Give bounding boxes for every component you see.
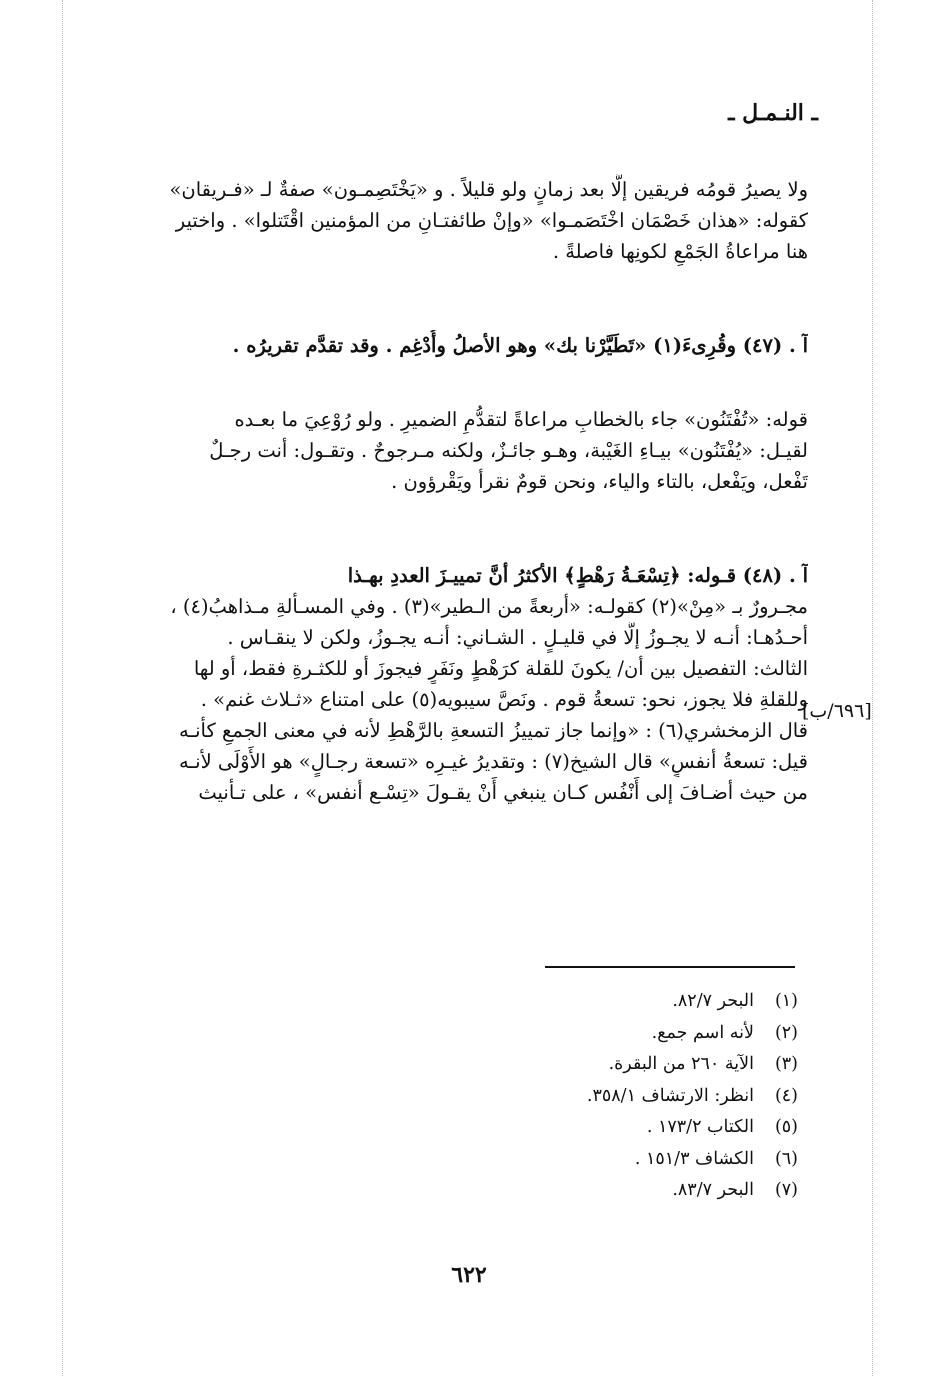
footnote-item [587,1112,798,1144]
footnote-number: (٢) [774,1022,798,1043]
footnote-item [587,1049,798,1081]
footnote-number: (٤) [774,1085,798,1106]
footnote-text: الكشاف ١٥١/٣ . [634,1148,754,1169]
footnotes [587,986,798,1207]
text-line: آ . (٤٧) وقُرِىءَ(١) «تَطَيَّرْنا بك» وهو الأصلُ وأُدْغِم . وقد تقدَّم تقريرُه . [232,334,808,357]
footnote-separator [545,966,795,968]
footnote-item [587,1175,798,1207]
text-line: أحـدُهـا: أنـه لا يجـوزُ إلَّا في قليـلٍ . الشـاني: أنـه يجـوزُ، ولكن لا ينقـاس . [227,626,808,649]
page-number: ٦٢٢ [451,1262,487,1288]
page-header: ـ النـمـل ـ [728,100,818,126]
footnote-number: (٧) [774,1180,798,1200]
paragraph-4 [118,560,808,808]
footnote-number: (٣) [774,1054,798,1074]
manuscript-folio-marker: [٦٩٦/ب] [802,700,872,722]
text-line: من حيث أضـافَ إلى أَنْفُس كـان ينبغي أَنْ يقـولَ «تِسْـع أنفس» ، على تـأنيث [198,781,808,804]
text-line: تَفْعل، ويَفْعل، بالتاء والياء، ونحن قومٌ نقرأ ويَقْرؤون . [391,470,808,493]
text-line: الثالث: التفصيل بين أن/ يكونَ للقلة كرَهْطٍ ونَفَرٍ فيجوزَ أو للكثـرةِ فقط، أو لها [193,657,808,680]
text-line: قيل: تسعةُ أنفسٍ» قال الشيخ(٧) : وتقديرُ غيـرِه «تسعة رجـالٍ» هو الأَوْلَى لأنـه [178,750,808,773]
footnote-text: الآية ٢٦٠ من البقرة. [608,1054,754,1074]
footnote-item [587,1018,798,1050]
text-line: قال الزمخشري(٦) : «وإنما جاز تمييزُ التسعةِ بالرَّهْطِ لأنه في معنى الجمعِ كأنـه [178,719,808,742]
footnote-number: (١) [774,991,798,1011]
paragraph-1 [118,174,808,267]
text-line: لقيـل: «يُفْتَنُون» بيـاءِ الغَيْبة، وهـو جائـزٌ، ولكنه مـرجوحٌ . وتقـول: أنت رجـلٌ [209,439,808,462]
footnote-text: البحر ٨٢/٧. [672,991,754,1011]
text-line: آ . (٤٨) قـوله: ﴿تِسْعَـةُ رَهْطٍ﴾ الأكثرُ أنَّ تمييـزَ العددِ بهـذا [347,564,808,587]
paragraph-2 [118,330,808,361]
footnote-text: لأنه اسم جمع. [651,1022,754,1043]
footnote-item [587,1144,798,1176]
text-line: وللقلةِ فلا يجوز، نحو: تسعةُ قوم . ونَصَّ سيبويه(٥) على امتناع «ثـلاث غنم» . [200,688,808,711]
scan-guide-line [872,0,873,1376]
text-line: كقوله: «هذان خَصْمَان اخْتَصَمـوا» «وإنْ طائفتـانِ من المؤمنين اقْتَتلوا» . واختير [175,209,808,232]
footnote-item [587,986,798,1018]
footnote-text: انظر: الارتشاف ٣٥٨/١. [586,1085,754,1106]
scan-guide-line [62,0,63,1376]
footnote-number: (٥) [774,1117,798,1137]
footnote-number: (٦) [774,1148,798,1169]
paragraph-3 [118,404,808,497]
text-line: مجـرورٌ بـ «مِنْ»(٢) كقولـه: «أربعةً من الـطير»(٣) . وفي المسـألةِ مـذاهبُ(٤) ، [170,595,808,618]
footnote-text: الكتاب ١٧٣/٢ . [646,1117,754,1137]
footnote-text: البحر ٨٣/٧. [672,1180,754,1200]
text-line: ولا يصيرُ قومُه فريقين إلَّا بعد زمانٍ ولو قليلاً . و «يَخْتَصِمـون» صفةٌ لـ «فـريقان» [169,178,808,201]
text-line: قوله: «تُفْتَنُون» جاء بالخطابِ مراعاةً لتقدُّمِ الضميرِ . ولو رُوْعِيَ ما بعـده [234,408,808,431]
footnote-item [587,1081,798,1113]
text-line: هنا مراعاةُ الجَمْعِ لكونِها فاصلةً . [552,240,808,263]
